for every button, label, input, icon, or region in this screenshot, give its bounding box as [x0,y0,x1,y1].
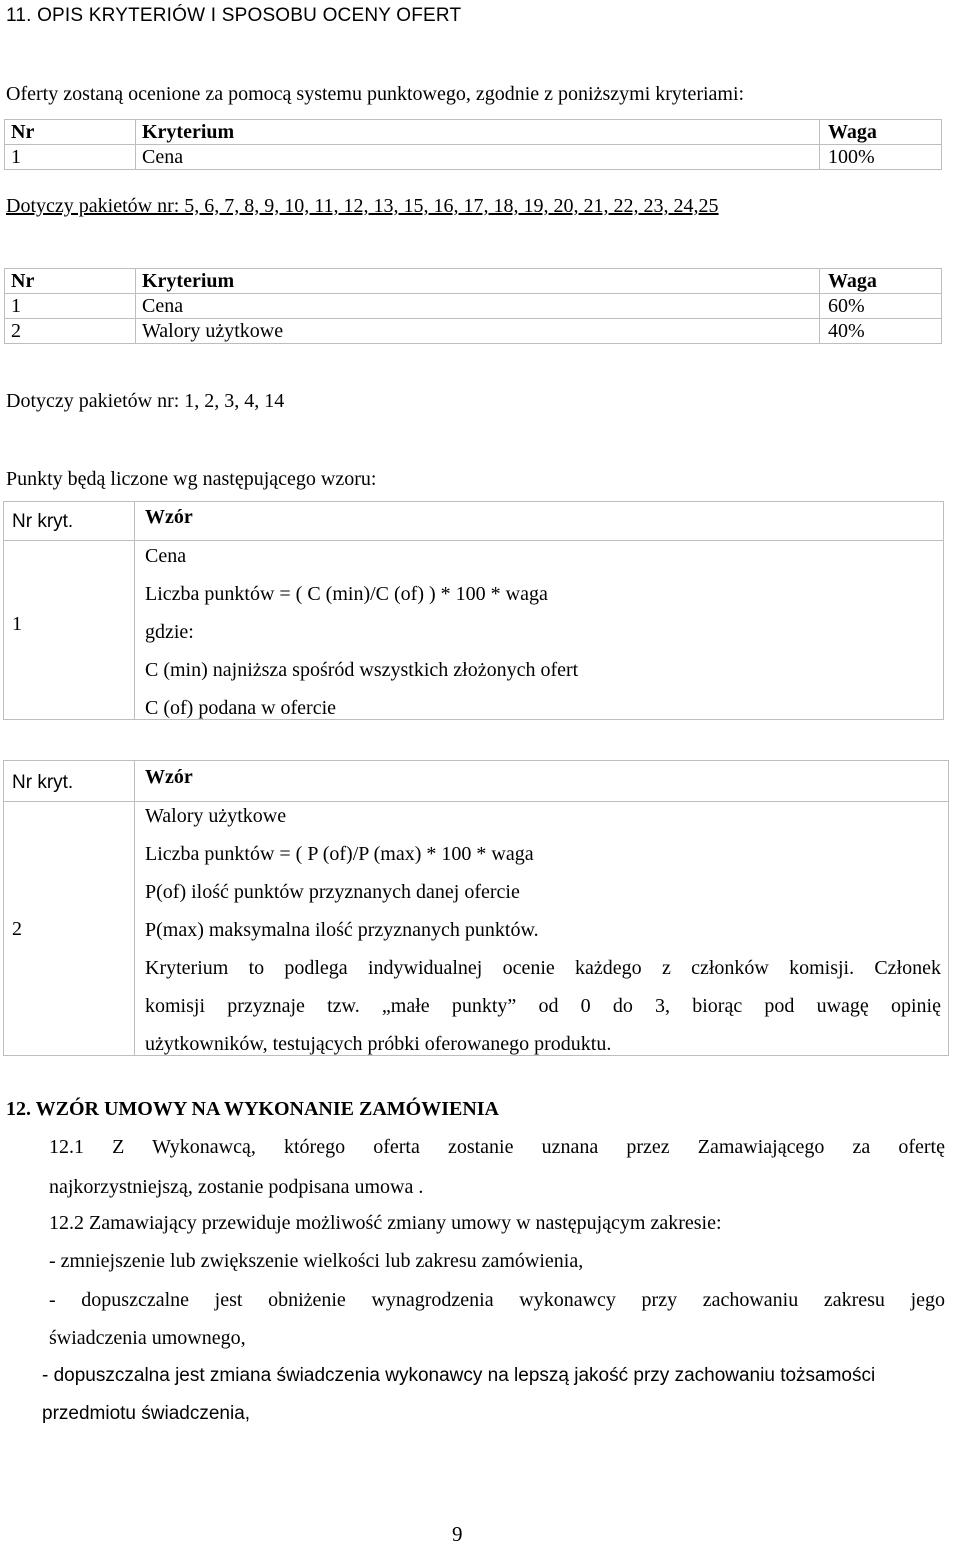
packages-list-2: Dotyczy pakietów nr: 1, 2, 3, 4, 14 [6,390,285,412]
formula-line: Walory użytkowe [145,805,287,827]
table-row [5,294,942,319]
formula-table-2 [3,760,949,1056]
paragraph-12-1-line: 12.1 Z Wykonawcą, którego oferta zostanie uznana przez Zamawiającego za ofertę [49,1136,945,1158]
list-item: - dopuszczalne jest obniżenie wynagrodzenia wykonawcy przy zachowaniu zakresu jego [49,1289,945,1311]
header-kryterium: Kryterium [136,269,820,294]
criteria-table-1 [4,119,942,170]
formula-paragraph-line: komisji przyznaje tzw. „małe punkty” od 0 do 3, biorąc pod uwagę opinię [145,995,941,1017]
formula-intro: Punkty będą liczone wg następującego wzoru: [6,468,377,490]
cell-kryterium: Walory użytkowe [136,319,820,344]
list-item: - dopuszczalna jest zmiana świadczenia wykonawcy na lepszą jakość przy zachowaniu tożsamości [42,1365,876,1386]
cell-kryterium: Cena [136,294,820,319]
formula-header-wzor: Wzór [145,766,193,788]
paragraph-12-1-line: najkorzystniejszą, zostanie podpisana umowa . [49,1176,424,1198]
formula-line: gdzie: [145,621,194,643]
formula-line: P(max) maksymalna ilość przyznanych punktów. [145,919,539,941]
formula-paragraph-line: użytkowników, testujących próbki oferowanego produktu. [145,1033,612,1055]
page-number: 9 [452,1522,463,1546]
cell-nr: 2 [5,319,136,344]
formula-line: P(of) ilość punktów przyznanych danej ofercie [145,881,520,903]
cell-nr: 1 [5,294,136,319]
formula-line: C (min) najniższa spośród wszystkich złożonych ofert [145,659,579,681]
table-row [5,319,942,344]
header-kryterium: Kryterium [136,120,820,145]
criteria-table-2 [4,268,942,344]
criteria-intro: Oferty zostaną ocenione za pomocą systemu punktowego, zgodnie z poniższymi kryteriami: [6,83,745,105]
formula-paragraph-line: Kryterium to podlega indywidualnej ocenie każdego z członków komisji. Członek [145,957,941,979]
cell-nr: 1 [5,145,136,170]
section-11-title: 11. OPIS KRYTERIÓW I SPOSOBU OCENY OFERT [6,5,462,26]
formula-header-nr: Nr kryt. [12,772,74,793]
cell-kryterium: Cena [136,145,820,170]
formula-line: Liczba punktów = ( P (of)/P (max) * 100 * waga [145,843,534,865]
table-header-row [5,120,942,145]
header-waga: Waga [820,120,942,145]
formula-nr: 1 [12,613,22,635]
paragraph-12-2: 12.2 Zamawiający przewiduje możliwość zmiany umowy w następującym zakresie: [49,1212,722,1234]
formula-nr: 2 [12,918,22,940]
table-row [5,145,942,170]
header-waga: Waga [820,269,942,294]
formula-line: Liczba punktów = ( C (min)/C (of) ) * 100 * waga [145,583,548,605]
list-item-continued: świadczenia umownego, [49,1327,246,1349]
cell-waga: 40% [820,319,942,344]
cell-waga: 60% [820,294,942,319]
list-item: - zmniejszenie lub zwiększenie wielkości lub zakresu zamówienia, [49,1250,584,1272]
header-nr: Nr [5,269,136,294]
formula-header-nr: Nr kryt. [12,511,74,532]
header-nr: Nr [5,120,136,145]
table-header-row [5,269,942,294]
formula-line: Cena [145,545,187,567]
packages-list-1: Dotyczy pakietów nr: 5, 6, 7, 8, 9, 10, 11, 12, 13, 15, 16, 17, 18, 19, 20, 21, 22, 23, 24,25 [6,195,719,217]
cell-waga: 100% [820,145,942,170]
formula-table-1 [3,501,944,720]
section-12-title: 12. WZÓR UMOWY NA WYKONANIE ZAMÓWIENIA [6,1098,499,1120]
formula-line: C (of) podana w ofercie [145,697,337,719]
list-item-continued: przedmiotu świadczenia, [42,1403,251,1424]
formula-header-wzor: Wzór [145,506,193,528]
